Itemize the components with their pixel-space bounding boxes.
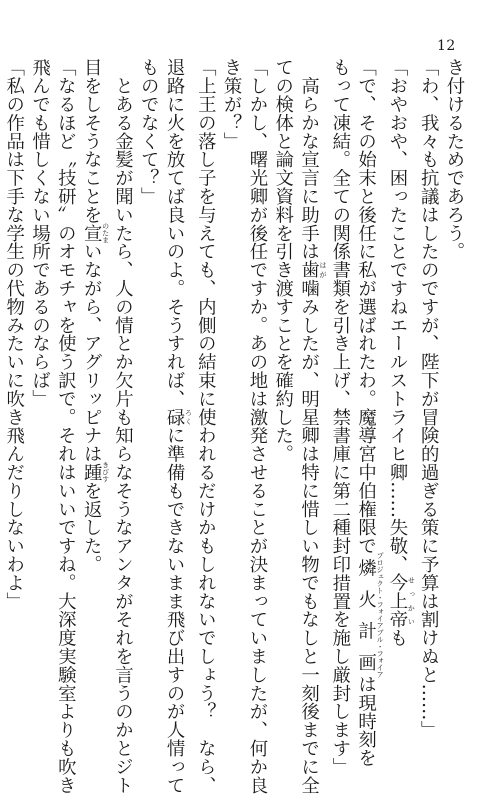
text-line-6: 高らかな宣言に助手は歯 はが噛みしたが、明星卿は特に惜しい物でもなしと一刻後までに全 bbox=[298, 58, 328, 794]
text-line-10: 「上王の落し子を与えても、内側の結束に使われるだけかもしれないでしょう？ なら、 bbox=[195, 58, 217, 794]
text-line-14: 目をしそうなことを宣 のたまいながら、アグリッピナは踵 きびすを返した。 bbox=[81, 58, 110, 574]
text-line-12: ものでなくて？」 bbox=[138, 58, 160, 206]
text-line-3: 「おやおや、困ったことですねエールストライヒ卿……失敬、今上帝 せっかいも bbox=[386, 58, 416, 647]
text-line-15: 「なるほど〝技研〟のオモチャを使う訳で。それはいいですね。大深度実験室よりも吹き bbox=[55, 58, 77, 794]
text-line-13: とある金髪が聞いたら、人の情とか欠片も知らなそうなアンタがそれを言うのかとジト bbox=[112, 58, 134, 794]
ruby-word: 歯 はが bbox=[298, 260, 328, 279]
text-line-2: 「わ、我々も抗議はしたのですが、陛下が冒険的過ぎる策に予算は割けぬと……」 bbox=[418, 58, 440, 739]
text-line-8: 「しかし、曙光卿が後任ですか。あの地は激発させることが決まっていましたが、何か良 bbox=[246, 58, 268, 794]
text-line-5: もって凍結。全ての関係書類を引き上げ、禁書庫に第二種封印措置を施し厳封します」 bbox=[329, 58, 351, 776]
text-line-11: 退路に火を放てば良いのよ。そうすれば、碌 ろくに準備もできないまま飛び出すのが人情って bbox=[164, 58, 193, 794]
vertical-text-body bbox=[3, 58, 467, 794]
ruby-word: 今上帝 せっかい bbox=[386, 573, 416, 629]
text-line-16: 飛んでも惜しくない場所であるのならば」 bbox=[29, 58, 51, 408]
ruby-word: 踵 きびす bbox=[81, 461, 110, 483]
ruby-word: 燐火計画 プロジェクト・フォイアブル・フォイア bbox=[355, 551, 385, 678]
ruby-word: 宣 のたま bbox=[81, 222, 110, 244]
text-line-1: き付けるためであろう。 bbox=[444, 58, 465, 261]
text-line-7: ての検体と論文資料を引き渡すことを確約した。 bbox=[272, 58, 294, 463]
text-line-9: き策が？」 bbox=[221, 58, 243, 150]
page-number: 12 bbox=[437, 38, 456, 54]
ruby-word: 碌 ろく bbox=[164, 407, 193, 427]
text-line-17: 「私の作品は下手な学生の代物みたいに吹き飛んだりしないわよ」 bbox=[3, 58, 25, 610]
text-line-4: 「で、その始末と後任に私が選ばれたわ。魔導宮中伯権限で燐火計画 プロジェクト・フォイアブル・フォイアは現時刻を bbox=[355, 58, 385, 767]
